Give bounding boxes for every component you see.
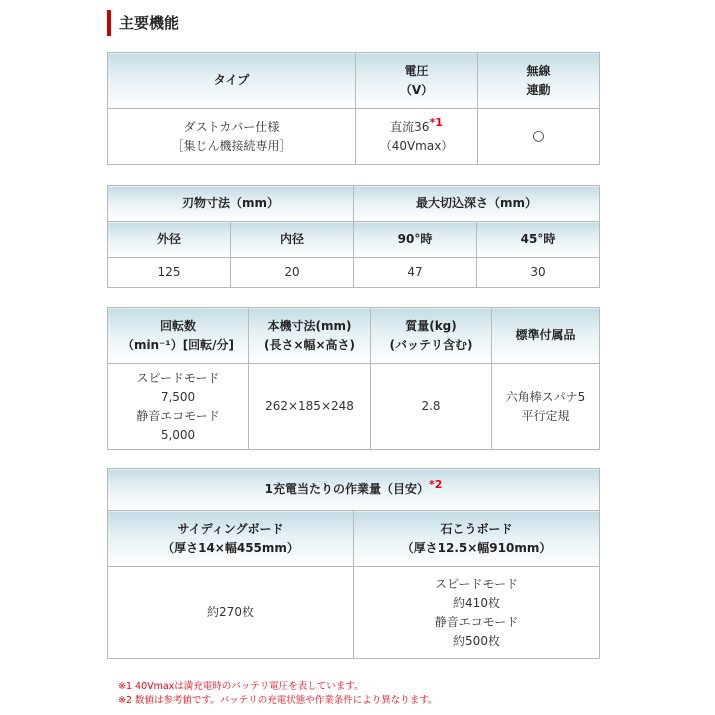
siding-board-label: サイディングボード — [177, 521, 284, 536]
rpm-mode-eco: 静音エコモード — [136, 408, 220, 423]
value-inner-diameter: 20 — [231, 258, 354, 288]
spec-table-type — [107, 52, 600, 165]
value-depth-45: 30 — [477, 258, 600, 288]
type-note: ［集じん機接続専用］ — [171, 138, 292, 153]
cell-siding-count: 約270枚 — [108, 567, 354, 659]
spec-table-blade — [107, 185, 600, 288]
gypsum-mode-eco: 静音エコモード — [434, 614, 519, 629]
cell-dimensions: 262×185×248 — [249, 364, 371, 450]
accessory-item: 平行定規 — [521, 408, 570, 423]
header-voltage-unit: （V） — [399, 82, 434, 97]
gypsum-board-label: 石こうボード — [440, 521, 513, 536]
header-depth-90: 90°時 — [354, 222, 477, 258]
cell-accessories — [492, 364, 600, 450]
rpm-eco-value: 5,000 — [160, 427, 196, 442]
type-name: ダストカバー仕様 — [183, 119, 280, 134]
rpm-mode-speed: スピードモード — [136, 370, 220, 385]
header-voltage-label: 電圧 — [404, 63, 429, 78]
gypsum-board-size: （厚さ12.5×幅910mm） — [401, 540, 552, 555]
header-rpm-line2: （min⁻¹）[回転/分] — [121, 337, 235, 352]
header-accessories: 標準付属品 — [492, 308, 600, 364]
header-wireless — [478, 53, 600, 109]
header-type: タイプ — [108, 53, 356, 109]
voltage-footnote-ref: *1 — [429, 115, 443, 129]
header-depth-45: 45°時 — [477, 222, 600, 258]
header-gypsum-board — [354, 511, 600, 567]
cell-voltage — [356, 109, 478, 165]
cell-type — [108, 109, 356, 165]
gypsum-mode-speed: スピードモード — [434, 576, 519, 591]
value-depth-90: 47 — [354, 258, 477, 288]
cell-weight: 2.8 — [371, 364, 492, 450]
header-outer-diameter: 外径 — [108, 222, 231, 258]
header-voltage — [356, 53, 478, 109]
header-weight — [371, 308, 492, 364]
header-dimensions — [249, 308, 371, 364]
header-workload — [108, 469, 600, 511]
workload-footnote-ref: *2 — [428, 478, 443, 491]
header-weight-line1: 質量(kg) — [405, 318, 457, 333]
spec-table-workload — [107, 468, 600, 659]
header-dimensions-line2: (長さ×幅×高さ) — [263, 337, 356, 352]
header-rpm-line1: 回転数 — [159, 318, 196, 333]
header-inner-diameter: 内径 — [231, 222, 354, 258]
cell-wireless: ○ — [478, 109, 600, 165]
header-wireless-line2: 連動 — [526, 82, 551, 97]
cell-rpm — [108, 364, 249, 450]
header-weight-line2: (バッテリ含む) — [389, 337, 473, 352]
workload-title: 1充電当たりの作業量（目安） — [264, 482, 429, 496]
voltage-max: （40Vmax） — [379, 138, 454, 153]
header-siding-board — [108, 511, 354, 567]
accessory-item: 六角棒スパナ5 — [505, 389, 586, 404]
voltage-value: 直流36 — [390, 119, 430, 134]
value-outer-diameter: 125 — [108, 258, 231, 288]
spec-table-performance — [107, 307, 600, 450]
header-wireless-line1: 無線 — [526, 63, 551, 78]
footnotes — [118, 680, 438, 708]
footnote-2: ※2 数値は参考値です。バッテリの充電状態や作業条件により異なります。 — [118, 695, 438, 706]
footnote-1: ※1 40Vmaxは満充電時のバッテリ電圧を表しています。 — [118, 681, 364, 692]
gypsum-speed-count: 約410枚 — [453, 595, 500, 610]
page-title: 主要機能 — [107, 10, 179, 36]
header-rpm — [108, 308, 249, 364]
gypsum-eco-count: 約500枚 — [453, 633, 500, 648]
header-dimensions-line1: 本機寸法(mm) — [267, 318, 352, 333]
siding-board-size: （厚さ14×幅455mm） — [162, 540, 299, 555]
cell-gypsum-count — [354, 567, 600, 659]
header-cut-depth: 最大切込深さ（mm） — [354, 186, 600, 222]
header-blade-size: 刃物寸法（mm） — [108, 186, 354, 222]
rpm-speed-value: 7,500 — [160, 389, 196, 404]
